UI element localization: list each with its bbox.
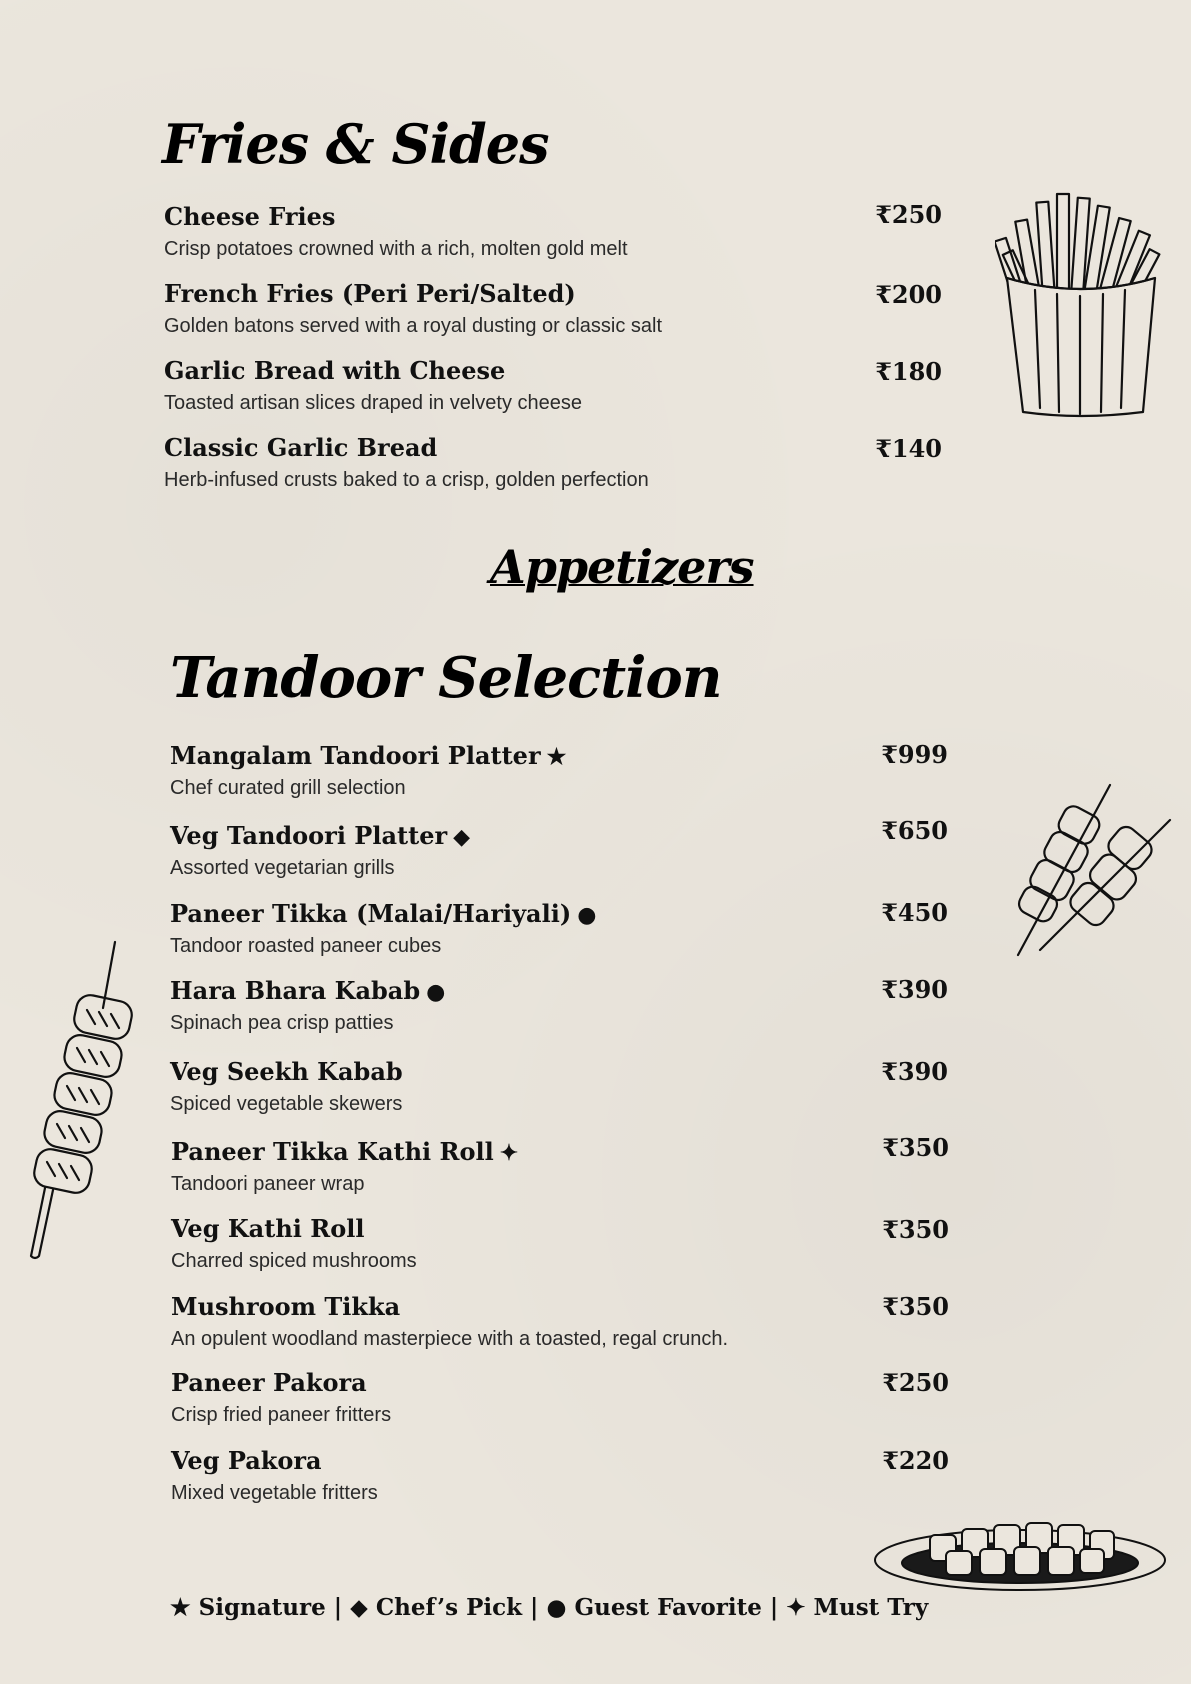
menu-item — [164, 202, 628, 261]
item-price: ₹450 — [881, 898, 948, 927]
item-description: Assorted vegetarian grills — [170, 857, 395, 879]
item-name: Classic Garlic Bread — [164, 433, 438, 462]
item-description: Crisp fried paneer fritters — [171, 1404, 392, 1426]
item-name: Paneer Pakora — [171, 1368, 367, 1397]
item-description: Golden batons served with a royal dusting or classic salt — [164, 315, 663, 337]
chefs-pick-mark: ◆ — [453, 824, 471, 850]
item-name: Mangalam Tandoori Platter ★ — [170, 741, 567, 770]
item-description: Herb-infused crusts baked to a crisp, golden perfection — [164, 469, 649, 491]
item-name: Hara Bhara Kabab ● — [170, 976, 446, 1005]
item-description: Spiced vegetable skewers — [170, 1093, 403, 1115]
item-price: ₹350 — [882, 1292, 949, 1321]
guest-favorite-mark: ● — [426, 979, 446, 1005]
item-description: Spinach pea crisp patties — [170, 1012, 394, 1034]
signature-mark: ★ — [546, 744, 567, 770]
menu-item — [170, 741, 566, 800]
item-price: ₹200 — [875, 280, 942, 309]
menu-item — [171, 1137, 518, 1196]
menu-item — [171, 1292, 728, 1351]
item-description: Charred spiced mushrooms — [171, 1250, 417, 1272]
menu-item — [164, 356, 582, 415]
item-price: ₹350 — [882, 1215, 949, 1244]
item-price: ₹650 — [881, 816, 948, 845]
menu-item — [170, 821, 470, 880]
item-description: Crisp potatoes crowned with a rich, molten gold melt — [164, 238, 628, 260]
item-name: Paneer Tikka Kathi Roll ✦ — [171, 1137, 519, 1166]
item-price: ₹390 — [881, 1057, 948, 1086]
item-price: ₹250 — [882, 1368, 949, 1397]
item-price: ₹390 — [881, 975, 948, 1004]
item-name: French Fries (Peri Peri/Salted) — [164, 279, 576, 308]
item-name: Garlic Bread with Cheese — [164, 356, 506, 385]
item-description: Chef curated grill selection — [170, 777, 406, 799]
menu-item — [171, 1446, 378, 1505]
item-name: Veg Pakora — [171, 1446, 322, 1475]
item-price: ₹999 — [881, 740, 948, 769]
appetizers-heading: Appetizers — [490, 540, 754, 594]
menu-item — [170, 976, 445, 1035]
menu-item — [171, 1368, 391, 1427]
item-price: ₹350 — [882, 1133, 949, 1162]
kebab-illustration — [1010, 780, 1180, 960]
must-try-mark: ✦ — [499, 1140, 519, 1166]
menu-item — [170, 899, 596, 958]
legend: ★ Signature | ◆ Chef’s Pick | ● Guest Favorite | ✦ Must Try — [170, 1594, 929, 1621]
item-price: ₹180 — [875, 357, 942, 386]
item-description: Tandoor roasted paneer cubes — [170, 935, 442, 957]
item-name: Paneer Tikka (Malai/Hariyali) ● — [170, 899, 597, 928]
guest-favorite-mark: ● — [577, 902, 597, 928]
item-price: ₹140 — [875, 434, 942, 463]
platter-illustration — [870, 1515, 1170, 1595]
item-description: An opulent woodland masterpiece with a toasted, regal crunch. — [171, 1328, 729, 1350]
menu-item — [164, 279, 662, 338]
item-name: Cheese Fries — [164, 202, 336, 231]
item-price: ₹250 — [875, 200, 942, 229]
fries-illustration — [995, 190, 1170, 420]
item-price: ₹220 — [882, 1446, 949, 1475]
menu-item — [164, 433, 649, 492]
menu-item — [171, 1214, 417, 1273]
skewer-illustration — [15, 938, 135, 1260]
item-description: Tandoori paneer wrap — [171, 1173, 365, 1195]
item-name: Mushroom Tikka — [171, 1292, 401, 1321]
item-name: Veg Tandoori Platter ◆ — [170, 821, 471, 850]
tandoor-section-title: Tandoor Selection — [170, 645, 722, 711]
item-description: Toasted artisan slices draped in velvety cheese — [164, 392, 583, 414]
item-description: Mixed vegetable fritters — [171, 1482, 378, 1504]
menu-item — [170, 1057, 403, 1116]
item-name: Veg Seekh Kabab — [170, 1057, 403, 1086]
fries-section-title: Fries & Sides — [162, 112, 549, 176]
item-name: Veg Kathi Roll — [171, 1214, 365, 1243]
